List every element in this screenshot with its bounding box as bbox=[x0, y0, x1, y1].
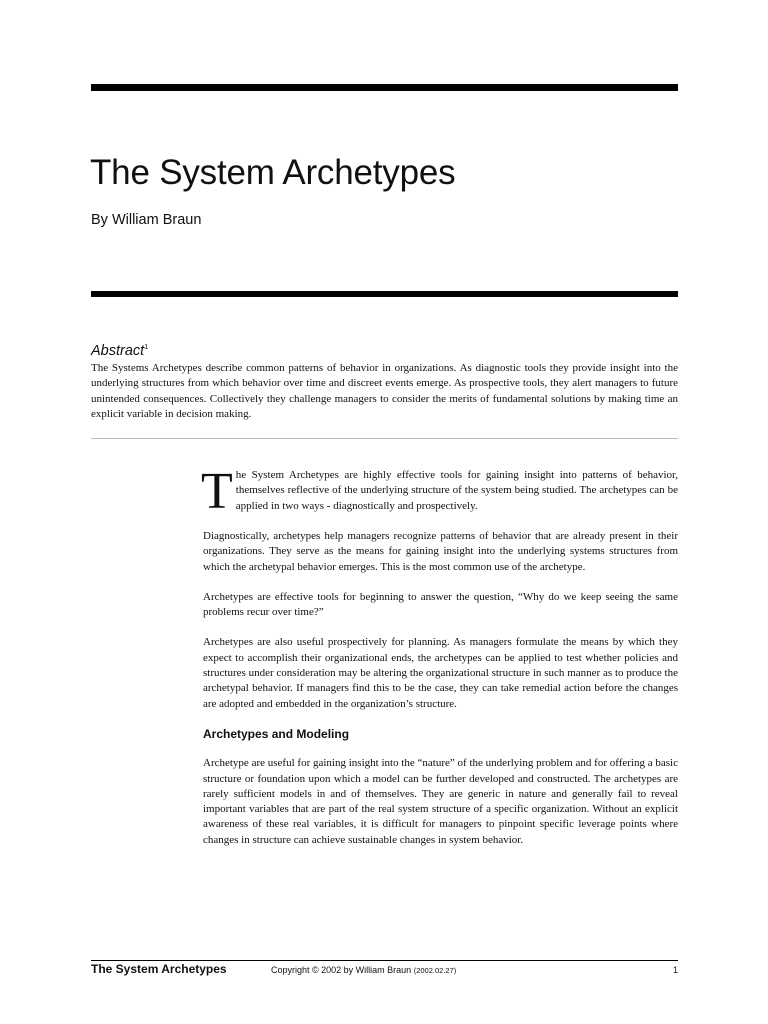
abstract-heading-text: Abstract bbox=[91, 343, 145, 359]
abstract-divider bbox=[91, 438, 678, 439]
abstract-body: The Systems Archetypes describe common patterns of behavior in organizations. As diagnostic tools they provide insight into the underlying structures from which behavior over time and discreet events emerge. As prospective tools, they alert managers to future unintended consequences. Collectively they challenge managers to consider the merits of fundamental solutions by making time an explicit variable in decision making. bbox=[91, 362, 678, 420]
intro-text: he System Archetypes are highly effective tools for gaining insight into patterns of behavior, themselves reflective of the underlying structure of the system being studied. The archetypes can be applied in two ways - diagnostically and prospectively. bbox=[235, 469, 678, 512]
header-rule bbox=[91, 291, 678, 297]
top-rule bbox=[91, 84, 678, 91]
intro-paragraph bbox=[201, 463, 678, 520]
paragraph-prospective: Archetypes are also useful prospectively for planning. As managers formulate the means by which they expect to accomplish their organizational ends, the archetypes can be applied to test whether policies and structures under consideration may be altering the organizational structure in such manner as to produce the archetypal behavior. If managers find this to be the case, they can take remedial action before the changes are adopted and embedded in the organization’s structure. bbox=[203, 636, 678, 710]
abstract-heading bbox=[91, 343, 148, 359]
paragraph-modeling: Archetype are useful for gaining insight into the “nature” of the underlying problem and for offering a basic structure or foundation upon which a model can be further developed and constructed. The archetypes are rarely sufficient models in and of themselves. They are generic in nature and generally fail to reveal important variables that are part of the real system structure of a specific organization. Without an explicit awareness of these real variables, it is difficult for managers to pinpoint specific leverage points where changes in structure can achieve sustainable changes in system behavior. bbox=[203, 757, 678, 846]
paragraph-question: Archetypes are effective tools for beginning to answer the question, “Why do we keep seeing the same problems recur over time?” bbox=[203, 590, 678, 619]
page-number: 1 bbox=[672, 965, 678, 975]
section-heading: Archetypes and Modeling bbox=[203, 726, 350, 741]
footer-rule bbox=[91, 960, 678, 961]
footer-copyright bbox=[271, 965, 456, 975]
footnote-marker: 1 bbox=[144, 344, 149, 352]
drop-cap: T bbox=[201, 463, 233, 520]
copyright-date: (2002.02.27) bbox=[413, 966, 457, 975]
main-text bbox=[201, 463, 678, 863]
footer-title: The System Archetypes bbox=[91, 962, 227, 976]
paragraph-diagnostic: Diagnostically, archetypes help managers recognize patterns of behavior that are already present in their organizations. They serve as the means for gaining insight into the underlying systems structures from which the archetypal behavior emerges. This is the most common use of the archetype. bbox=[203, 530, 678, 573]
copyright-text: Copyright © 2002 by William Braun bbox=[271, 965, 412, 975]
author-byline: By William Braun bbox=[91, 212, 202, 228]
document-title: The System Archetypes bbox=[90, 153, 456, 192]
